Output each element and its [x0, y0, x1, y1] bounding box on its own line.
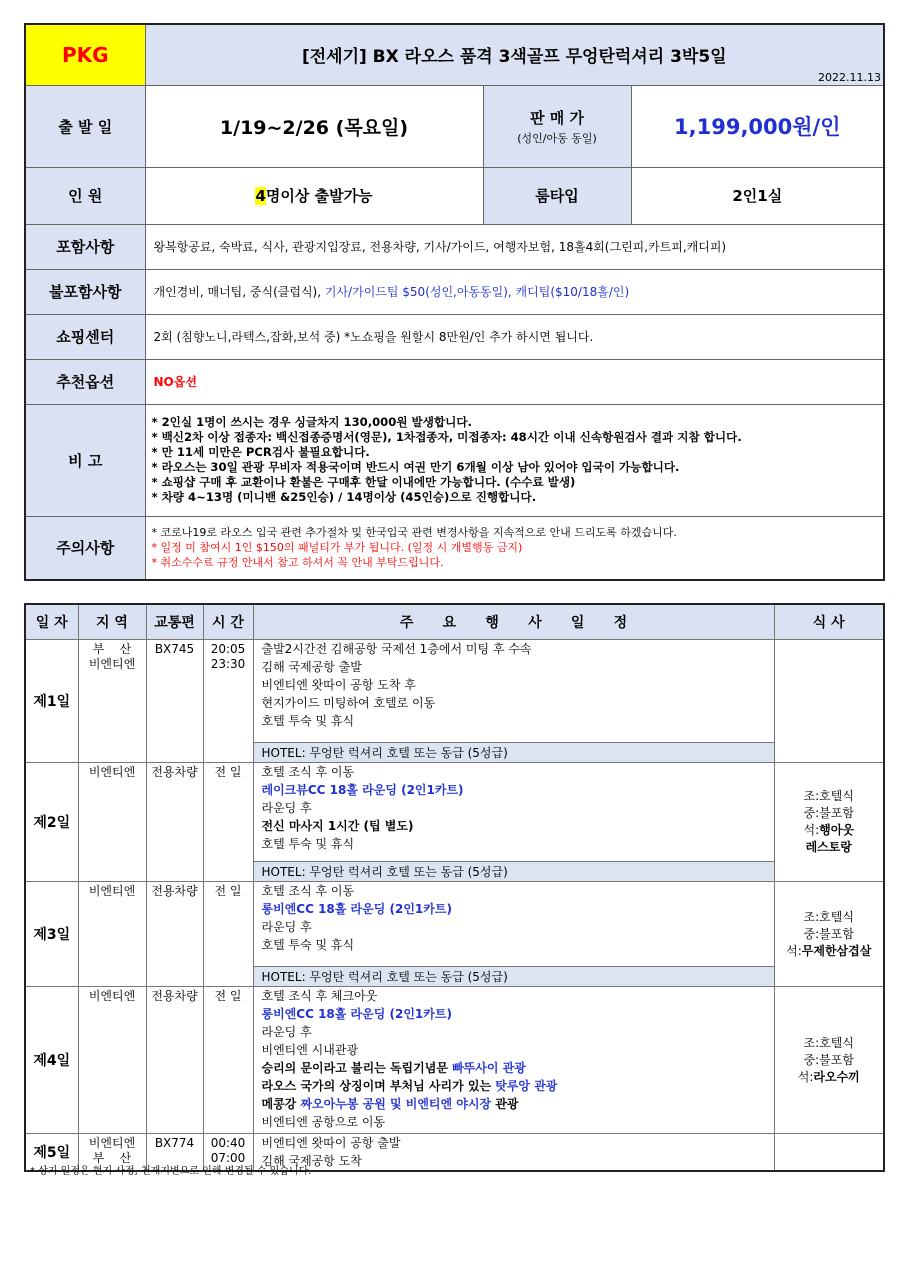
- meal-line: [775, 1035, 884, 1052]
- excluded-tips: 기사/가이드팁 $50(성인,아동동일), 캐디팁($10/18홀/인): [324, 285, 630, 299]
- activity-line: 호텔 조식 후 이동: [261, 765, 355, 779]
- activity-line: 호텔 조식 후 체크아웃: [261, 989, 378, 1003]
- meal-text: 조:호텔식: [803, 1035, 854, 1050]
- time-value: 20:05: [210, 642, 246, 656]
- caution-line-red: * 취소수수료 규정 안내서 참고 하셔서 꼭 안내 부탁드립니다.: [151, 556, 444, 570]
- remarks-label: 비 고: [25, 404, 145, 516]
- page-title: [전세기] BX 라오스 품격 3색골프 무엉탄럭셔리 3박5일: [301, 47, 727, 68]
- region-cell: [78, 763, 146, 882]
- day-label: 제3일: [25, 882, 78, 987]
- remark-line: * 쇼핑샵 구매 후 교환이나 환불은 구매후 한달 이내에만 가능합니다. (수수료 발생): [151, 475, 576, 489]
- meal-cell: [774, 987, 884, 1134]
- meal-text: 석:: [803, 823, 820, 837]
- excluded-text: 개인경비, 매너팁, 중식(클럽식),: [153, 285, 322, 299]
- option-value: NO옵션: [145, 359, 884, 404]
- activity-line: 전신 마사지 1시간 (팁 별도): [261, 819, 414, 833]
- people-text: 명이상 출발가능: [265, 187, 373, 205]
- meal-text: 중:불포함: [803, 806, 854, 820]
- region-name: 비엔티엔: [88, 989, 136, 1003]
- activity-line: 비엔티엔 왓따이 공항 출발: [261, 1136, 401, 1150]
- activity-segment: 짜오아누봉 공원 및 비엔티엔 야시장: [300, 1097, 492, 1111]
- region-name: 부 산: [92, 642, 132, 656]
- time-value: 23:30: [210, 657, 246, 671]
- itinerary-row: [25, 882, 884, 967]
- day-label: 제1일: [25, 640, 78, 763]
- header-day: 일 자: [25, 604, 78, 640]
- caution-list: [145, 516, 884, 580]
- meal-text: 석:: [786, 943, 802, 958]
- hotel-info: HOTEL: 무엉탄 럭셔리 호텔 또는 동급 (5성급): [253, 862, 774, 882]
- price-label-cell: [483, 85, 631, 167]
- header-time: 시 간: [203, 604, 253, 640]
- meal-line: [775, 805, 884, 822]
- activity-segment: 탓루앙 관광: [495, 1079, 558, 1093]
- meal-cell: [774, 640, 884, 763]
- header-meal: 식 사: [774, 604, 884, 640]
- activity-line: 호텔 투숙 및 휴식: [261, 938, 355, 952]
- time-cell: [203, 763, 253, 882]
- caution-line-red: * 일정 미 참여시 1인 $150의 패널티가 부가 됩니다. (일정 시 개별행동 금지): [151, 541, 523, 555]
- meal-text: 조:호텔식: [803, 789, 854, 803]
- meal-name: 라오수끼: [813, 1069, 860, 1084]
- departure-label: 출 발 일: [25, 85, 145, 167]
- room-value: 2인1실: [631, 167, 884, 224]
- region-cell: [78, 882, 146, 987]
- excluded-label: 불포함사항: [25, 269, 145, 314]
- meal-line: [775, 1052, 884, 1069]
- activity-cell: [253, 763, 774, 862]
- remark-line: * 차량 4~13명 (미니밴 &25인승) / 14명이상 (45인승)으로 진행합니다.: [151, 490, 537, 504]
- hotel-info: HOTEL: 무엉탄 럭셔리 호텔 또는 동급 (5성급): [253, 967, 774, 987]
- region-name: 비엔티엔: [88, 765, 136, 779]
- doc-date: 2022.11.13: [818, 70, 882, 84]
- time-value: 07:00: [210, 1151, 246, 1165]
- departure-value: 1/19~2/26 (목요일): [145, 85, 483, 167]
- day-label: 제4일: [25, 987, 78, 1134]
- activity-line: [262, 1095, 774, 1113]
- activity-line: 호텔 투숙 및 휴식: [261, 714, 355, 728]
- option-label: 추천옵션: [25, 359, 145, 404]
- meal-line: [775, 909, 884, 926]
- region-name: 비엔티엔: [88, 884, 136, 898]
- activity-segment: 메콩강: [261, 1097, 301, 1111]
- info-table: [24, 23, 885, 581]
- activity-line: 비엔티엔 시내관광: [261, 1043, 359, 1057]
- meal-line: [775, 822, 884, 839]
- header-transport: 교통편: [146, 604, 203, 640]
- region-name: 비엔티엔: [88, 657, 136, 671]
- time-cell: [203, 987, 253, 1134]
- activity-cell: [253, 987, 774, 1134]
- caution-line: * 코로나19로 라오스 입국 관련 추가절차 및 한국입국 관련 변경사항을 지속적으로 안내 드리도록 하겠습니다.: [151, 526, 677, 540]
- caution-label: 주의사항: [25, 516, 145, 580]
- time-cell: [203, 640, 253, 763]
- meal-line: [775, 788, 884, 805]
- activity-segment: 관광: [491, 1097, 519, 1111]
- activity-line: 라운딩 후: [261, 801, 312, 815]
- meal-text: 조:호텔식: [803, 909, 854, 924]
- activity-line: 비엔티엔 왓따이 공항 도착 후: [261, 678, 416, 692]
- activity-line: 라운딩 후: [261, 1025, 312, 1039]
- included-text: 왕복항공료, 숙박료, 식사, 관광지입장료, 전용차량, 기사/가이드, 여행자보험, 18홀4회(그린피,카트피,캐디피): [145, 224, 884, 269]
- transport-cell: BX774: [146, 1134, 203, 1172]
- transport-cell: 전용차량: [146, 882, 203, 987]
- remarks-list: [145, 404, 884, 516]
- remark-line: * 백신2차 이상 접종자: 백신접종증명서(영문), 1차접종자, 미접종자: 48시간 이내 신속항원검사 결과 지참 합니다.: [151, 430, 742, 444]
- activity-line: 롱비엔CC 18홀 라운딩 (2인1카트): [261, 1007, 452, 1021]
- shopping-label: 쇼핑센터: [25, 314, 145, 359]
- meal-line: [775, 943, 884, 960]
- title-cell: [145, 24, 884, 85]
- time-value: 00:40: [210, 1136, 246, 1150]
- meal-name: 무제한삼겹살: [801, 943, 872, 958]
- people-label: 인 원: [25, 167, 145, 224]
- activity-segment: 빠뚜사이 관광: [452, 1061, 526, 1075]
- transport-cell: 전용차량: [146, 987, 203, 1134]
- activity-cell: [253, 640, 774, 743]
- included-label: 포함사항: [25, 224, 145, 269]
- activity-line: 현지가이드 미팅하여 호텔로 이동: [261, 696, 436, 710]
- activity-line: 라운딩 후: [261, 920, 312, 934]
- meal-line: [775, 839, 884, 856]
- meal-cell: [774, 882, 884, 987]
- activity-line: [262, 1077, 774, 1095]
- price-label: 판 매 가: [530, 108, 584, 127]
- time-cell: [203, 882, 253, 987]
- activity-cell: [253, 1134, 774, 1172]
- activity-line: 롱비엔CC 18홀 라운딩 (2인1카트): [261, 902, 452, 916]
- remark-line: * 만 11세 미만은 PCR검사 불필요합니다.: [151, 445, 370, 459]
- itinerary-row: [25, 763, 884, 862]
- transport-cell: BX745: [146, 640, 203, 763]
- header-region: 지 역: [78, 604, 146, 640]
- day-label: 제2일: [25, 763, 78, 882]
- itinerary-row: [25, 987, 884, 1134]
- activity-cell: [253, 882, 774, 967]
- time-value: 전 일: [214, 989, 242, 1003]
- remark-line: * 라오스는 30일 관광 무비자 적용국이며 반드시 여권 만기 6개월 이상 남아 있어야 입국이 가능합니다.: [151, 460, 680, 474]
- meal-name: 레스토랑: [805, 840, 852, 854]
- activity-line: [262, 1059, 774, 1077]
- excluded-cell: [145, 269, 884, 314]
- activity-line: 호텔 투숙 및 휴식: [261, 837, 355, 851]
- header-schedule: 주 요 행 사 일 정: [253, 604, 774, 640]
- meal-cell: [774, 1134, 884, 1172]
- time-value: 전 일: [214, 884, 242, 898]
- price-value: 1,199,000원/인: [631, 85, 884, 167]
- time-value: 전 일: [214, 765, 242, 779]
- people-value: [145, 167, 483, 224]
- activity-line: 호텔 조식 후 이동: [261, 884, 355, 898]
- region-name: 비엔티엔: [88, 1136, 136, 1150]
- meal-line: [775, 926, 884, 943]
- activity-segment: 라오스 국가의 상징이며 부처님 사리가 있는: [261, 1079, 496, 1093]
- region-cell: [78, 640, 146, 763]
- meal-name: 행아웃: [819, 823, 854, 837]
- itinerary-body: [25, 640, 884, 1172]
- activity-line: 레이크뷰CC 18홀 라운딩 (2인1카트): [261, 783, 464, 797]
- meal-text: 중:불포함: [803, 1052, 854, 1067]
- itinerary-table: [24, 603, 885, 1172]
- activity-line: 비엔티엔 공항으로 이동: [261, 1115, 386, 1129]
- activity-segment: 승리의 문이라고 불리는 독립기념문: [261, 1061, 453, 1075]
- meal-line: [775, 1069, 884, 1086]
- pkg-badge: PKG: [25, 24, 145, 85]
- meal-cell: [774, 763, 884, 882]
- remark-line: * 2인실 1명이 쓰시는 경우 싱글차지 130,000원 발생합니다.: [151, 415, 472, 429]
- region-name: 부 산: [92, 1151, 132, 1165]
- transport-cell: 전용차량: [146, 763, 203, 882]
- itinerary-row: [25, 640, 884, 743]
- day-label: 제5일: [25, 1134, 78, 1172]
- activity-line: 김해 국제공항 출발: [261, 660, 362, 674]
- activity-line: 김해 국제공항 도착: [261, 1154, 362, 1168]
- room-label: 룸타입: [483, 167, 631, 224]
- activity-line: 출발2시간전 김해공항 국제선 1층에서 미팅 후 수속: [261, 642, 532, 656]
- footnote: * 상기 일정은 현지 사정, 천재지변으로 인해 변경될 수 있습니다.: [30, 1166, 312, 1177]
- people-number: 4: [255, 187, 266, 205]
- shopping-text: 2회 (침향노니,라텍스,잡화,보석 중) *노쇼핑을 원할시 8만원/인 추가 하시면 됩니다.: [145, 314, 884, 359]
- meal-text: 중:불포함: [803, 926, 854, 941]
- meal-text: 석:: [797, 1069, 814, 1084]
- hotel-info: HOTEL: 무엉탄 럭셔리 호텔 또는 동급 (5성급): [253, 743, 774, 763]
- region-cell: [78, 987, 146, 1134]
- price-sublabel: (성인/아동 동일): [517, 131, 597, 145]
